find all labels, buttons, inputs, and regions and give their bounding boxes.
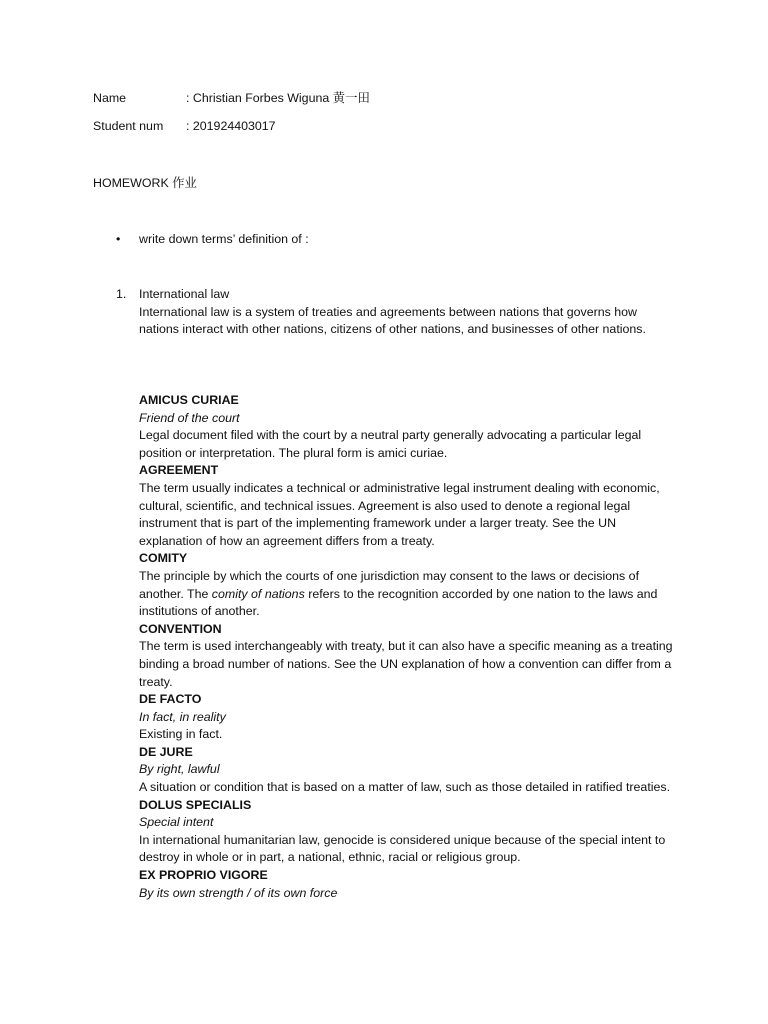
name-label: Name — [93, 91, 127, 105]
term-entry — [139, 462, 679, 550]
term-definition: In international humanitarian law, genocide is considered unique because of the special intent to destroy in whole or in part, a national, ethnic, racial or religious group. — [139, 832, 666, 865]
term-definition: A situation or condition that is based on a matter of law, such as those detailed in ratified treaties. — [139, 780, 671, 795]
term-title: CONVENTION — [139, 621, 222, 636]
term-title: DE JURE — [139, 744, 193, 759]
bullet-item — [116, 231, 309, 249]
term-definition: The term usually indicates a technical or administrative legal instrument dealing with economic, cultural, scientific, and technical issues. Agreement is also used to denote a regional legal instrument that is part of the implementing framework under a larger treaty. See the UN explanation of how an agreement differs from a treaty. — [139, 480, 660, 548]
term-entry — [139, 797, 679, 867]
emphasized-phrase: comity of nations — [211, 586, 305, 601]
term-latin: By right, lawful — [139, 762, 220, 777]
term-entry — [139, 867, 679, 902]
bullet-text: write down terms’ definition of : — [139, 232, 309, 246]
bullet-marker: • — [116, 232, 121, 246]
term-definition: The term is used interchangeably with treaty, but it can also have a specific meaning as a treating binding a broad number of nations. See the UN explanation of how a convention can differ from a treaty. — [139, 639, 673, 689]
term-latin: In fact, in reality — [139, 709, 226, 724]
item-title: International law — [139, 287, 230, 301]
term-definition: Legal document filed with the court by a neutral party generally advocating a particular legal position or interpretation. The plural form is amici curiae. — [139, 428, 642, 460]
numbered-item-1 — [116, 286, 676, 339]
student-number-label: Student num — [93, 119, 164, 133]
terms-list — [139, 392, 679, 902]
term-latin: By its own strength / of its own force — [139, 885, 338, 900]
term-title: DE FACTO — [139, 692, 202, 707]
term-entry — [139, 621, 679, 691]
term-entry — [139, 550, 679, 620]
student-number-value: : 201924403017 — [186, 119, 276, 133]
term-title: DOLUS SPECIALIS — [139, 797, 252, 812]
definition-text: The principle by which the courts of one jurisdiction may consent to the laws or decisions of another. The — [139, 568, 640, 601]
student-number-row — [93, 118, 276, 136]
term-title: AMICUS CURIAE — [139, 393, 239, 407]
name-value: : Christian Forbes Wiguna 黄一田 — [186, 91, 370, 105]
term-title: EX PROPRIO VIGORE — [139, 868, 268, 883]
term-title: COMITY — [139, 551, 188, 566]
term-definition — [139, 568, 679, 621]
name-row — [93, 90, 370, 108]
term-entry — [139, 392, 679, 462]
item-number: 1. — [116, 287, 127, 301]
term-definition: Existing in fact. — [139, 727, 223, 742]
term-entry — [139, 691, 679, 744]
term-entry — [139, 744, 679, 797]
homework-title: HOMEWORK 作业 — [93, 176, 197, 190]
definition-text: refers to the recognition accorded by one nation to the laws and institutions of another. — [139, 586, 658, 619]
term-latin: Special intent — [139, 815, 214, 830]
term-title: AGREEMENT — [139, 463, 219, 478]
term-latin: Friend of the court — [139, 410, 240, 425]
item-definition: International law is a system of treaties and agreements between nations that governs how nations interact with other nations, citizens of other nations, and businesses of other nations. — [139, 304, 646, 337]
